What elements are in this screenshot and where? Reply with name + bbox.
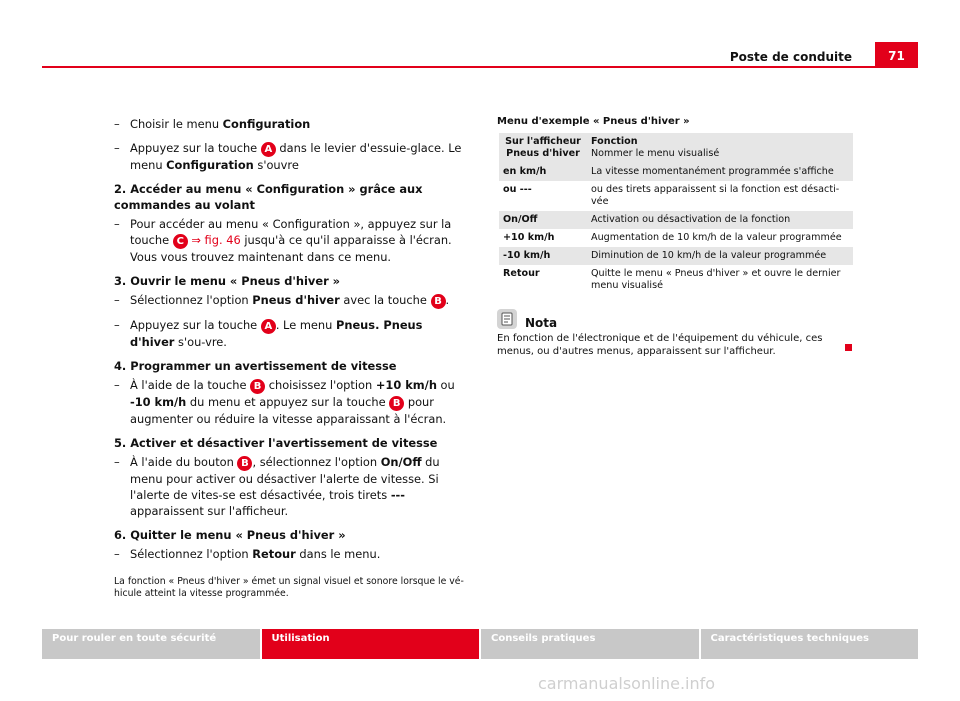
section-heading: 5. Activer et désactiver l'avertissement de vitesse — [114, 436, 438, 450]
footnote: La fonction « Pneus d'hiver » émet un signal visuel et sonore lorsque le vé-hicule atteint la vitesse programmée. — [114, 576, 464, 599]
step-bullet: – Appuyez sur la touche A . Le menu Pneus. Pneus d'hiver s'ou-vre. — [114, 317, 470, 350]
key-c-icon: C — [173, 234, 188, 249]
note-title: Nota — [525, 315, 558, 330]
table-header-row: Sur l'afficheur Pneus d'hiver Fonction Nommer le menu visualisé — [499, 133, 853, 163]
table-row: +10 km/h Augmentation de 10 km/h de la valeur programmée — [503, 232, 842, 243]
key-a-icon: A — [261, 319, 276, 334]
end-marker — [845, 344, 852, 351]
table-row: On/Off Activation ou désactivation de la fonction — [499, 211, 853, 229]
note-box — [497, 309, 853, 358]
key-b-icon: B — [389, 396, 404, 411]
key-b-icon: B — [237, 456, 252, 471]
tab-safety[interactable]: Pour rouler en toute sécurité — [42, 629, 260, 659]
tab-usage[interactable]: Utilisation — [262, 629, 480, 659]
section-heading: 3. Ouvrir le menu « Pneus d'hiver » — [114, 274, 341, 288]
note-icon — [497, 309, 517, 329]
footer-tabs — [42, 629, 918, 659]
step-bullet: – À l'aide du bouton B , sélectionnez l'option On/Off du menu pour activer ou désactiver l'alerte de vitesse. Si l'alerte de vites-se est désactivée, trois tirets --- apparaissent sur l'afficheur. — [114, 454, 470, 519]
table-row: ou --- ou des tirets apparaissent si la fonction est désacti-vée — [503, 184, 840, 207]
menu-table — [499, 133, 853, 295]
page-number: 71 — [875, 42, 918, 66]
figure-link[interactable]: ⇒ fig. 46 — [187, 233, 241, 247]
reference-column — [497, 116, 853, 358]
tab-technical-specs[interactable]: Caractéristiques techniques — [701, 629, 919, 659]
table-row: en km/h La vitesse momentanément programmée s'affiche — [499, 163, 853, 181]
step-bullet: – Choisir le menu Configuration — [114, 116, 470, 132]
tab-practical-tips[interactable]: Conseils pratiques — [481, 629, 699, 659]
step-bullet: – Sélectionnez l'option Pneus d'hiver avec la touche B . — [114, 292, 470, 309]
section-heading: 2. Accéder au menu « Configuration » grâce aux commandes au volant — [114, 182, 423, 212]
table-row: -10 km/h Diminution de 10 km/h de la valeur programmée — [499, 247, 853, 265]
table-title: Menu d'exemple « Pneus d'hiver » — [497, 116, 690, 127]
key-b-icon: B — [250, 379, 265, 394]
instructions-column — [114, 116, 470, 599]
note-text: En fonction de l'électronique et de l'équipement du véhicule, ces menus, ou d'autres menus, apparaissent sur l'afficheur. — [497, 333, 823, 357]
key-b-icon: B — [431, 294, 446, 309]
watermark: carmanualsonline.info — [538, 674, 716, 693]
header-divider — [42, 66, 918, 68]
table-row: Retour Quitte le menu « Pneus d'hiver » et ouvre le dernier menu visualisé — [503, 268, 841, 291]
key-a-icon: A — [261, 142, 276, 157]
section-heading: 4. Programmer un avertissement de vitesse — [114, 359, 397, 373]
step-bullet: – Appuyez sur la touche A dans le levier d'essuie-glace. Le menu Configuration s'ouvre — [114, 140, 470, 173]
section-title: Poste de conduite — [729, 50, 852, 64]
step-bullet: – Pour accéder au menu « Configuration », appuyez sur la touche C ⇒ fig. 46 jusqu'à ce qu'il apparaisse à l'écran. Vous vous trouvez maintenant dans ce menu. — [114, 216, 470, 265]
step-bullet: – À l'aide de la touche B choisissez l'option +10 km/h ou -10 km/h du menu et appuyez sur la touche B pour augmenter ou réduire la vitesse apparaissant à l'écran. — [114, 377, 470, 427]
section-heading: 6. Quitter le menu « Pneus d'hiver » — [114, 528, 346, 542]
step-bullet: – Sélectionnez l'option Retour dans le menu. — [114, 546, 470, 562]
